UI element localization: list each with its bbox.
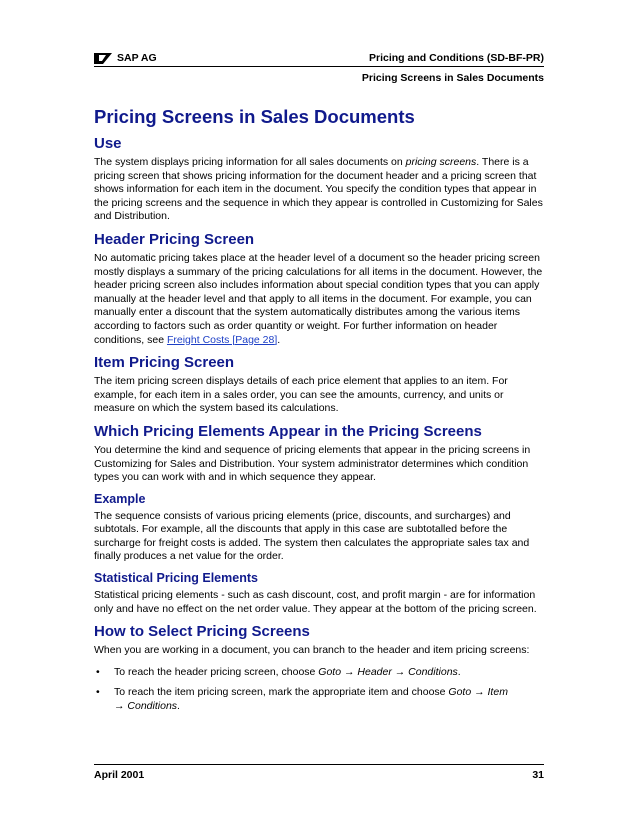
subsection-title: Pricing Screens in Sales Documents	[361, 72, 544, 84]
running-footer	[94, 769, 544, 781]
section-title: Pricing and Conditions (SD-BF-PR)	[369, 52, 544, 64]
menu-path: Goto → Header → Conditions	[318, 665, 458, 678]
menu-path: → Conditions	[114, 700, 178, 713]
example-paragraph: The sequence consists of various pricing elements (price, discounts, and surcharges) and subtotals. For example, all the discounts that apply in this case are subtotalled before the surcharge for freight costs is added. The system then calculates the appropriate sales tax and finally produces a net value for the order.	[94, 509, 530, 563]
sap-logo-icon	[94, 53, 112, 64]
bullet-icon: •	[96, 665, 100, 678]
which-paragraph: You determine the kind and sequence of pricing elements that appear in the pricing screens in Customizing for Sales and Distribution. Your system administrator determines which condition types you can work with and in which sequence they appear.	[94, 443, 531, 484]
bullet-icon: •	[96, 686, 100, 699]
footer-rule	[94, 764, 544, 765]
company-logo	[94, 52, 157, 64]
running-header	[94, 51, 544, 66]
heading-use: Use	[94, 135, 122, 152]
heading-example: Example	[94, 491, 146, 506]
header-screen-paragraph: No automatic pricing takes place at the header level of a document so the header pricing screen mostly displays a summary of the pricing calculations for all items in the document. However, the header pricing screen also includes information about special condition types that you can apply manually at the header level and that apply to all items in the document. For example, you can manually enter a discount that the system automatically distributes among the various items according to factors such as order quantity or weight. For further information on header conditions, see Freight Costs [Page 28].	[94, 251, 543, 346]
heading-select-screens: How to Select Pricing Screens	[94, 623, 310, 641]
select-paragraph: When you are working in a document, you can branch to the header and item pricing screens:	[94, 644, 530, 657]
page-content	[94, 106, 544, 721]
list-item: • To reach the item pricing screen, mark the appropriate item and choose Goto → Item → Conditions.	[96, 686, 508, 713]
page-title: Pricing Screens in Sales Documents	[94, 106, 415, 127]
heading-header-pricing-screen: Header Pricing Screen	[94, 230, 255, 248]
steps-list	[94, 666, 544, 714]
freight-costs-link[interactable]: Freight Costs [Page 28]	[166, 333, 278, 346]
statistical-paragraph: Statistical pricing elements - such as cash discount, cost, and profit margin - are for information only and have no effect on the net order value. They appear at the bottom of the pricing screen.	[94, 589, 537, 615]
menu-path: Goto → Item	[448, 686, 508, 699]
item-screen-paragraph: The item pricing screen displays details of each price element that applies to an item. For example, for each item in a sales order, you can see the amounts, currency, and units or measure on which the system based its calculations.	[94, 375, 508, 415]
heading-which-elements: Which Pricing Elements Appear in the Pricing Screens	[94, 422, 482, 440]
footer-date: April 2001	[94, 769, 145, 781]
page-number: 31	[532, 769, 544, 781]
heading-item-pricing-screen: Item Pricing Screen	[94, 354, 235, 372]
company-name: SAP AG	[117, 52, 157, 64]
header-rule	[94, 66, 544, 67]
list-item: • To reach the header pricing screen, choose Goto → Header → Conditions.	[96, 665, 461, 678]
use-paragraph: The system displays pricing information for all sales documents on pricing screens. There is a pricing screen that shows pricing information for the document header and a pricing screen that shows information for each item in the document. You specify the condition types that appear in the pricing screens and the sequence in which they appear is controlled in Customizing for Sales and Distribution.	[94, 156, 543, 223]
heading-statistical: Statistical Pricing Elements	[94, 571, 258, 586]
